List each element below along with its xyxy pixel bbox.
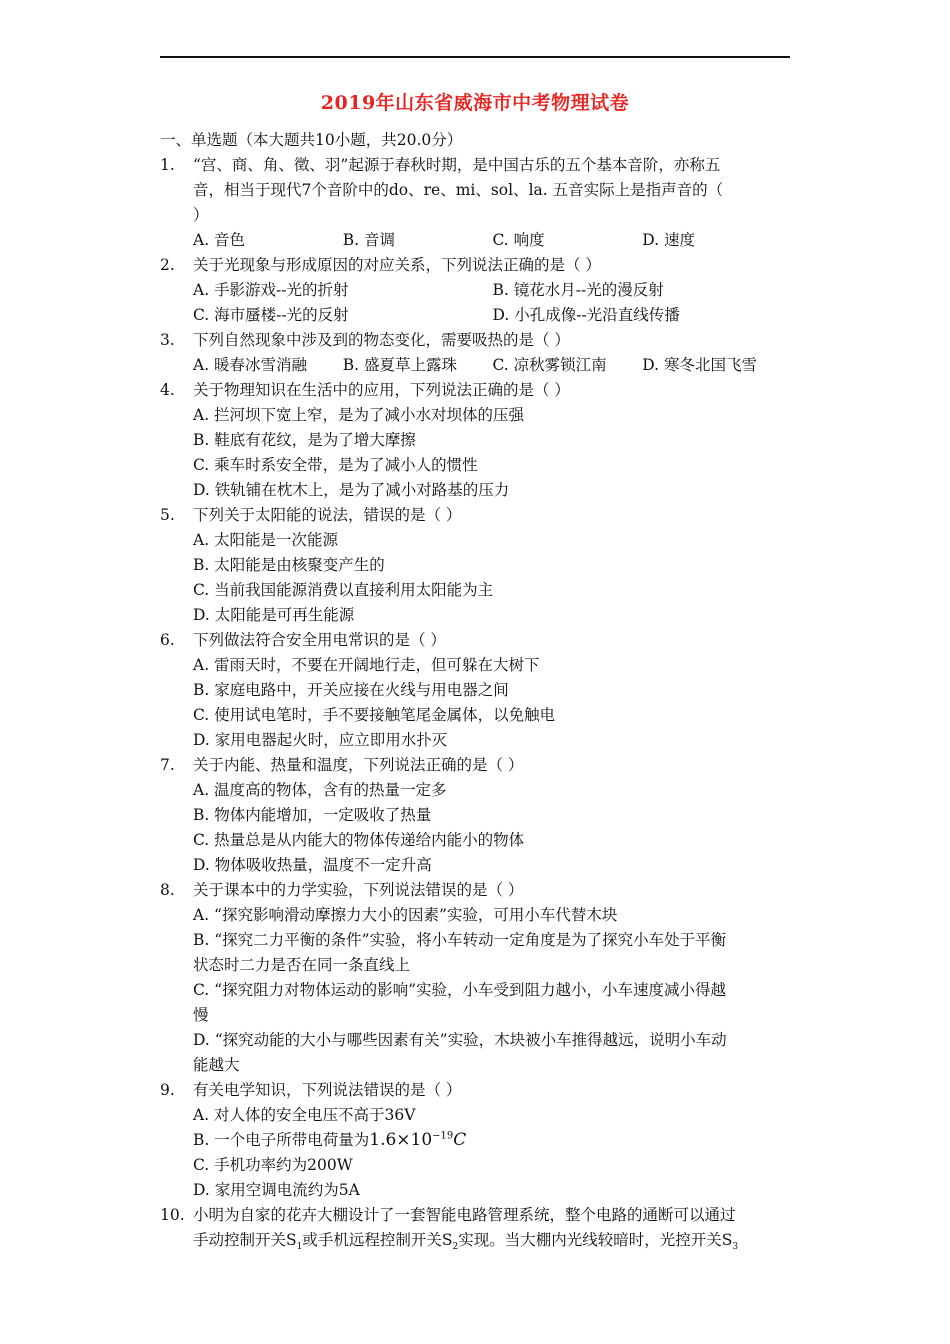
option-c[interactable]: C. 凉秋雾锁江南: [492, 356, 607, 374]
question-text: 关于光现象与形成原因的对应关系，下列说法正确的是（ ）: [193, 256, 601, 274]
subscript: 2: [452, 1242, 459, 1253]
question-text: ）: [193, 206, 209, 224]
option-a[interactable]: A. “探究影响滑动摩擦力大小的因素”实验，可用小车代替木块: [193, 906, 618, 924]
question-6: [160, 628, 792, 653]
page-title: 2019年山东省威海市中考物理试卷: [320, 92, 630, 114]
options-row: [160, 278, 792, 303]
question-1: [160, 153, 792, 178]
options-row: [160, 228, 792, 253]
option-a[interactable]: A. 温度高的物体，含有的热量一定多: [193, 781, 447, 799]
option-b[interactable]: B. 盛夏草上露珠: [342, 356, 457, 374]
question-number: 10.: [160, 1206, 185, 1224]
charge-unit: C: [453, 1130, 467, 1150]
charge-mantissa: 1.6×10: [369, 1130, 433, 1150]
question-number: 8.: [160, 881, 175, 899]
option-a[interactable]: A. 太阳能是一次能源: [193, 531, 339, 549]
option-a[interactable]: A. 对人体的安全电压不高于36V: [193, 1106, 416, 1124]
question-text: 音，相当于现代7个音阶中的do、re、mi、sol、la. 五音实际上是指声音的（: [193, 181, 724, 199]
question-text: 下列做法符合安全用电常识的是（ ）: [193, 631, 446, 649]
text-segment: 手动控制开关S: [193, 1231, 297, 1249]
question-text: 下列关于太阳能的说法，错误的是（ ）: [193, 506, 462, 524]
header-rule: [160, 56, 790, 58]
options-row: [160, 303, 792, 328]
question-text: [160, 1228, 792, 1253]
question-text: 有关电学知识，下列说法错误的是（ ）: [193, 1081, 462, 1099]
option-d[interactable]: D. 太阳能是可再生能源: [193, 606, 355, 624]
question-number: 6.: [160, 631, 175, 649]
question-4: [160, 378, 792, 403]
option-d[interactable]: D. 寒冬北国飞雪: [642, 356, 757, 374]
option-d[interactable]: D. 家用空调电流约为5A: [193, 1181, 360, 1199]
question-number: 3.: [160, 331, 175, 349]
question-number: 2.: [160, 256, 175, 274]
option-d[interactable]: D. 物体吸收热量，温度不一定升高: [193, 856, 432, 874]
question-text: “宫、商、角、徵、羽”起源于春秋时期，是中国古乐的五个基本音阶，亦称五: [193, 156, 721, 174]
option-a[interactable]: A. 手影游戏--光的折射: [193, 281, 349, 299]
section-heading: 一、单选题（本大题共10小题，共20.0分）: [160, 131, 463, 149]
options-row: [160, 353, 792, 378]
option-d[interactable]: D. 速度: [642, 231, 695, 249]
option-d[interactable]: D. 小孔成像--光沿直线传播: [492, 306, 680, 324]
question-text: 关于内能、热量和温度，下列说法正确的是（ ）: [193, 756, 524, 774]
option-b-text: B. 一个电子所带电荷量为: [193, 1131, 370, 1149]
charge-exponent: −19: [432, 1130, 454, 1142]
option-d[interactable]: D. “探究动能的大小与哪些因素有关”实验，木块被小车推得越远，说明小车动: [193, 1031, 727, 1049]
option-c[interactable]: C. 乘车时系安全带，是为了减小人的惯性: [193, 456, 478, 474]
option-d[interactable]: D. 铁轨铺在枕木上，是为了减小对路基的压力: [193, 481, 510, 499]
question-text: 关于课本中的力学实验，下列说法错误的是（ ）: [193, 881, 524, 899]
option-d[interactable]: D. 家用电器起火时，应立即用水扑灭: [193, 731, 448, 749]
question-number: 9.: [160, 1081, 175, 1099]
option-b[interactable]: B. 鞋底有花纹，是为了增大摩擦: [193, 431, 416, 449]
option-c[interactable]: C. 海市蜃楼--光的反射: [193, 306, 349, 324]
option-c[interactable]: C. 响度: [492, 231, 545, 249]
charge-formula: [369, 1130, 466, 1150]
question-number: 4.: [160, 381, 175, 399]
question-3: [160, 328, 792, 353]
option-b[interactable]: B. 物体内能增加，一定吸收了热量: [193, 806, 432, 824]
subscript: 1: [296, 1242, 303, 1253]
option-c[interactable]: C. “探究阻力对物体运动的影响”实验，小车受到阻力越小，小车速度减小得越: [193, 981, 727, 999]
option-b[interactable]: B. “探究二力平衡的条件”实验，将小车转动一定角度是为了探究小车处于平衡: [193, 931, 727, 949]
option-c[interactable]: C. 当前我国能源消费以直接利用太阳能为主: [193, 581, 494, 599]
question-text: 小明为自家的花卉大棚设计了一套智能电路管理系统，整个电路的通断可以通过: [193, 1206, 736, 1224]
option-a[interactable]: A. 音色: [193, 231, 246, 249]
option-a[interactable]: A. 拦河坝下宽上窄，是为了减小水对坝体的压强: [193, 406, 525, 424]
question-number: 5.: [160, 506, 175, 524]
question-7: [160, 753, 792, 778]
question-10: [160, 1203, 792, 1228]
option-c[interactable]: C. 使用试电笔时，手不要接触笔尾金属体，以免触电: [193, 706, 556, 724]
option-a[interactable]: A. 雷雨天时，不要在开阔地行走，但可躲在大树下: [193, 656, 540, 674]
option-b[interactable]: B. 家庭电路中，开关应接在火线与用电器之间: [193, 681, 509, 699]
option-a[interactable]: A. 暖春冰雪消融: [193, 356, 308, 374]
text-segment: 实现。当大棚内光线较暗时，光控开关S: [458, 1231, 733, 1249]
question-text: 下列自然现象中涉及到的物态变化，需要吸热的是（ ）: [193, 331, 570, 349]
text-segment: 或手机远程控制开关S: [302, 1231, 453, 1249]
question-number: 7.: [160, 756, 175, 774]
question-9: [160, 1078, 792, 1103]
question-8: [160, 878, 792, 903]
subscript: 3: [732, 1242, 739, 1253]
option-b[interactable]: B. 镜花水月--光的漫反射: [492, 281, 664, 299]
question-text: 关于物理知识在生活中的应用，下列说法正确的是（ ）: [193, 381, 570, 399]
option-c-cont: 慢: [193, 1006, 209, 1024]
question-5: [160, 503, 792, 528]
question-number: 1.: [160, 156, 175, 174]
question-2: [160, 253, 792, 278]
option-b[interactable]: B. 太阳能是由核聚变产生的: [193, 556, 385, 574]
option-d-cont: 能越大: [193, 1056, 240, 1074]
option-b[interactable]: B. 音调: [342, 231, 395, 249]
option-c[interactable]: C. 手机功率约为200W: [193, 1156, 353, 1174]
option-c[interactable]: C. 热量总是从内能大的物体传递给内能小的物体: [193, 831, 525, 849]
option-b-cont: 状态时二力是否在同一条直线上: [193, 956, 411, 974]
question-list: [160, 153, 792, 1253]
option-b[interactable]: [160, 1128, 792, 1153]
